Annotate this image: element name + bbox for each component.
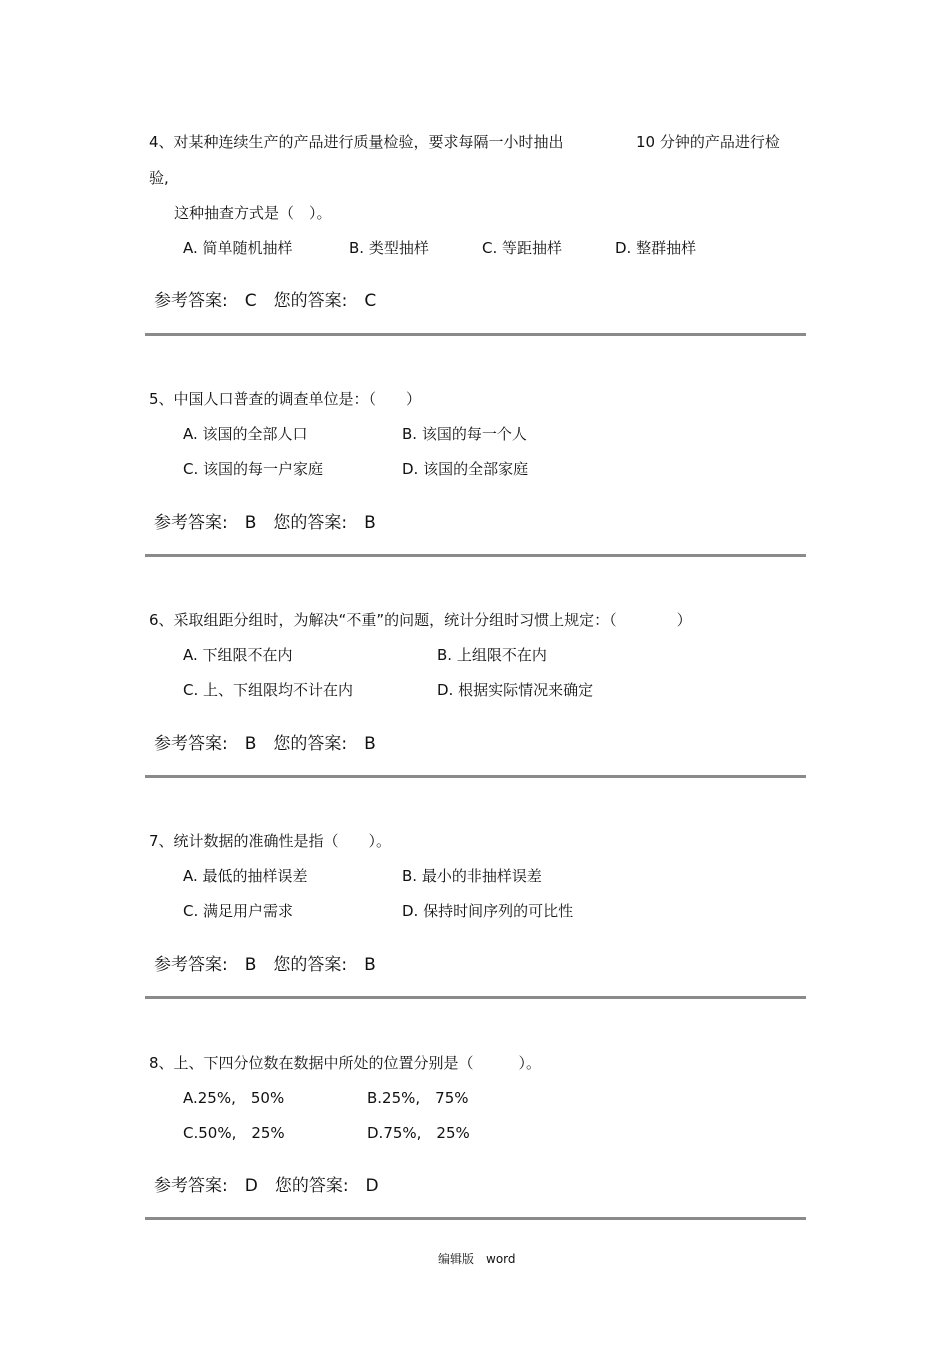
question-5-answer: 参考答案: B 您的答案: B — [154, 513, 376, 533]
divider — [145, 996, 806, 999]
question-7-option-c: C. 满足用户需求 — [183, 902, 294, 920]
question-4-stem-part2: 10 分钟的产品进行检 — [636, 133, 780, 151]
question-5-stem: 5、中国人口普查的调查单位是：（ ） — [149, 390, 422, 408]
divider — [145, 775, 806, 778]
question-5-option-a: A. 该国的全部人口 — [183, 425, 308, 443]
question-8-option-a: A.25%, 50% — [183, 1089, 285, 1107]
divider — [145, 1217, 806, 1220]
question-6-option-a: A. 下组限不在内 — [183, 646, 293, 664]
question-8-option-b: B.25%, 75% — [367, 1089, 469, 1107]
question-4-stem-part1: 4、对某种连续生产的产品进行质量检验，要求每隔一小时抽出 — [149, 133, 564, 151]
question-8-stem: 8、上、下四分位数在数据中所处的位置分别是（ ）。 — [149, 1054, 542, 1072]
question-5-option-d: D. 该国的全部家庭 — [402, 460, 529, 478]
question-7-answer: 参考答案: B 您的答案: B — [154, 955, 376, 975]
question-6-option-c: C. 上、下组限均不计在内 — [183, 681, 354, 699]
question-4-option-c: C. 等距抽样 — [482, 239, 563, 257]
question-4-stem-part3: 验, — [149, 169, 169, 187]
question-7-stem: 7、统计数据的准确性是指（ ）。 — [149, 832, 392, 850]
divider — [145, 554, 806, 557]
question-6-stem: 6、采取组距分组时，为解决“不重”的问题，统计分组时习惯上规定：（ ） — [149, 611, 692, 629]
question-6-option-b: B. 上组限不在内 — [437, 646, 547, 664]
question-5-option-b: B. 该国的每一个人 — [402, 425, 527, 443]
question-7-option-b: B. 最小的非抽样误差 — [402, 867, 542, 885]
divider — [145, 333, 806, 336]
question-8-option-c: C.50%, 25% — [183, 1124, 285, 1142]
question-7-option-d: D. 保持时间序列的可比性 — [402, 902, 574, 920]
question-4-option-b: B. 类型抽样 — [349, 239, 429, 257]
question-4-stem-part4: 这种抽查方式是（ ）。 — [174, 204, 332, 222]
question-7-option-a: A. 最低的抽样误差 — [183, 867, 308, 885]
page-footer: 编辑版 word — [438, 1252, 516, 1266]
question-4-option-a: A. 简单随机抽样 — [183, 239, 293, 257]
question-4-answer: 参考答案: C 您的答案: C — [154, 291, 377, 311]
question-5-option-c: C. 该国的每一户家庭 — [183, 460, 324, 478]
question-8-answer: 参考答案: D 您的答案: D — [154, 1176, 379, 1196]
question-6-option-d: D. 根据实际情况来确定 — [437, 681, 594, 699]
question-6-answer: 参考答案: B 您的答案: B — [154, 734, 376, 754]
question-4-option-d: D. 整群抽样 — [615, 239, 697, 257]
question-8-option-d: D.75%, 25% — [367, 1124, 470, 1142]
